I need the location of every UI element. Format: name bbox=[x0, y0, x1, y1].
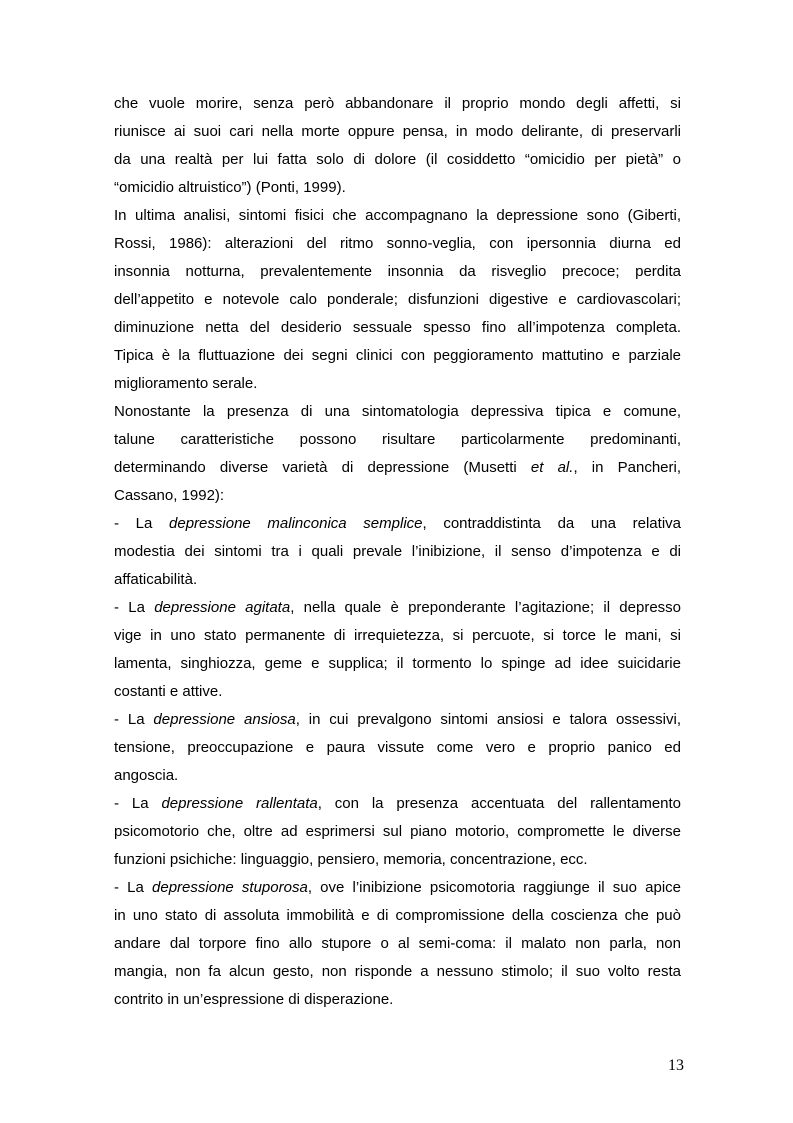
text-line bbox=[114, 706, 681, 734]
text-line: affaticabilità. bbox=[114, 571, 198, 588]
text-line bbox=[114, 510, 681, 538]
text-line: lamenta, singhiozza, geme e supplica; il tormento lo spinge ad idee suicidarie bbox=[114, 655, 681, 672]
text-line: contrito in un’espressione di disperazione. bbox=[114, 991, 394, 1008]
text-run: - La bbox=[114, 879, 153, 896]
text-line: riunisce ai suoi cari nella morte oppure pensa, in modo delirante, di preservarli bbox=[114, 123, 681, 140]
text-line: costanti e attive. bbox=[114, 683, 223, 700]
text-line: Rossi, 1986): alterazioni del ritmo sonno-veglia, con ipersonnia diurna ed bbox=[114, 235, 681, 252]
text-run: , ove l’inibizione psicomotoria raggiunge il suo apice bbox=[307, 879, 682, 896]
text-line: miglioramento serale. bbox=[114, 375, 258, 392]
text-line bbox=[114, 594, 681, 622]
paragraph-continuation bbox=[114, 90, 681, 202]
text-run: - La bbox=[114, 711, 154, 728]
citation-italic: et al. bbox=[530, 459, 574, 476]
list-item-agitata bbox=[114, 594, 681, 706]
text-line bbox=[114, 790, 681, 818]
text-line: da una realtà per lui fatta solo di dolore (il cosiddetto “omicidio per pietà” o bbox=[114, 151, 681, 168]
list-item-ansiosa bbox=[114, 706, 681, 790]
text-line: dell’appetito e notevole calo ponderale; disfunzioni digestive e cardiovascolari; bbox=[114, 291, 681, 308]
list-item-stuporosa bbox=[114, 874, 681, 1014]
page-number: 13 bbox=[668, 1057, 684, 1074]
text-line: tensione, preoccupazione e paura vissute come vero e proprio panico ed bbox=[114, 739, 681, 756]
text-line: In ultima analisi, sintomi fisici che accompagnano la depressione sono (Giberti, bbox=[114, 207, 681, 224]
text-run: , in Pancheri, bbox=[573, 459, 681, 476]
list-item-rallentata bbox=[114, 790, 681, 874]
text-line: diminuzione netta del desiderio sessuale spesso fino all’impotenza completa. bbox=[114, 319, 681, 336]
text-line: andare dal torpore fino allo stupore o al semi-coma: il malato non parla, non bbox=[114, 935, 681, 952]
text-line: Tipica è la fluttuazione dei segni clinici con peggioramento mattutino e parziale bbox=[114, 347, 681, 364]
text-run: - La bbox=[114, 795, 162, 812]
text-line: in uno stato di assoluta immobilità e di compromissione della coscienza che può bbox=[114, 907, 681, 924]
text-run: , contraddistinta da una relativa bbox=[422, 515, 681, 532]
text-line: talune caratteristiche possono risultare particolarmente predominanti, bbox=[114, 431, 681, 448]
document-body bbox=[114, 90, 681, 1014]
text-run: , con la presenza accentuata del rallentamento bbox=[317, 795, 682, 812]
text-line: angoscia. bbox=[114, 767, 179, 784]
text-line: funzioni psichiche: linguaggio, pensiero, memoria, concentrazione, ecc. bbox=[114, 851, 588, 868]
term-italic: depressione stuporosa bbox=[152, 879, 308, 896]
list-item-malinconica-semplice bbox=[114, 510, 681, 594]
text-line: modestia dei sintomi tra i quali prevale l’inibizione, il senso d’impotenza e di bbox=[114, 543, 681, 560]
text-run: , in cui prevalgono sintomi ansiosi e talora ossessivi, bbox=[295, 711, 681, 728]
text-run: , nella quale è preponderante l’agitazione; il depresso bbox=[290, 599, 682, 616]
text-line: Nonostante la presenza di una sintomatologia depressiva tipica e comune, bbox=[114, 403, 681, 420]
term-italic: depressione malinconica semplice bbox=[169, 515, 423, 532]
text-run: determinando diverse varietà di depressione (Musetti bbox=[114, 459, 531, 476]
term-italic: depressione agitata bbox=[154, 599, 291, 616]
text-run: - La bbox=[114, 515, 170, 532]
paragraph-varieties-intro bbox=[114, 398, 681, 510]
text-line bbox=[114, 874, 681, 902]
text-run: - La bbox=[114, 599, 155, 616]
text-line: “omicidio altruistico”) (Ponti, 1999). bbox=[114, 179, 346, 196]
text-line: vige in uno stato permanente di irrequietezza, si percuote, si torce le mani, si bbox=[114, 627, 681, 644]
text-line bbox=[114, 454, 681, 482]
text-line: che vuole morire, senza però abbandonare il proprio mondo degli affetti, si bbox=[114, 95, 681, 112]
text-line: psicomotorio che, oltre ad esprimersi sul piano motorio, compromette le diverse bbox=[114, 823, 681, 840]
term-italic: depressione rallentata bbox=[161, 795, 318, 812]
paragraph-physical-symptoms bbox=[114, 202, 681, 398]
text-line: mangia, non fa alcun gesto, non risponde a nessuno stimolo; il suo volto resta bbox=[114, 963, 681, 980]
term-italic: depressione ansiosa bbox=[153, 711, 296, 728]
text-line: insonnia notturna, prevalentemente insonnia da risveglio precoce; perdita bbox=[114, 263, 681, 280]
text-line: Cassano, 1992): bbox=[114, 487, 225, 504]
